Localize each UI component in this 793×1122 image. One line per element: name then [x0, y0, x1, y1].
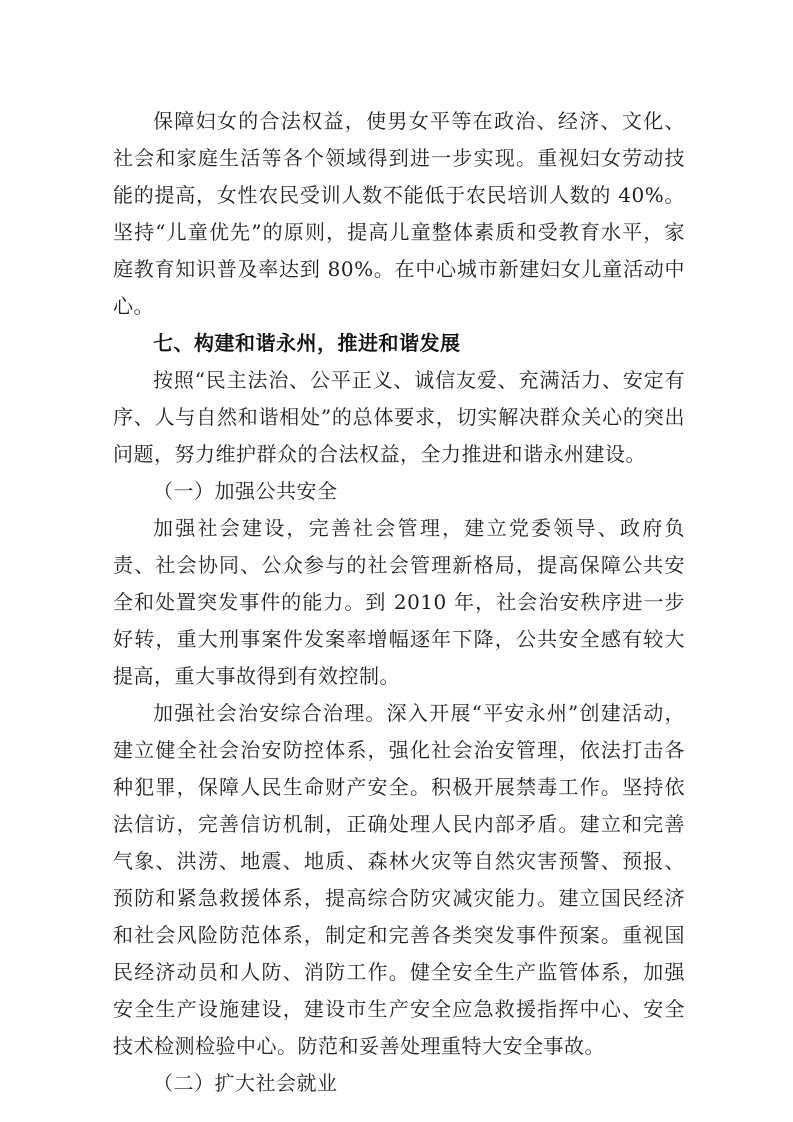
- paragraph-public-order-comprehensive-governance: 加强社会治安综合治理。深入开展“平安永州”创建活动，建立健全社会治安防控体系，强化社会治安管理，依法打击各种犯罪，保障人民生命财产安全。积极开展禁毒工作。坚持依法信访，完善信访机制，正确处理人民内部矛盾。建立和完善气象、洪涝、地震、地质、森林火灾等自然灾害预警、预报、预防和紧急救援体系，提高综合防灾减灾能力。建立国民经济和社会风险防范体系，制定和完善各类突发事件预案。重视国民经济动员和人防、消防工作。健全安全生产监管体系，加强安全生产设施建设，建设市生产安全应急救援指挥中心、安全技术检测检验中心。防范和妥善处理重特大安全事故。: [113, 701, 685, 1058]
- section-heading-harmonious-yongzhou: 七、构建和谐永州，推进和谐发展: [153, 331, 461, 355]
- paragraph-women-children-rights: 保障妇女的合法权益，使男女平等在政治、经济、文化、社会和家庭生活等各个领域得到进一步实现。重视妇女劳动技能的提高，女性农民受训人数不能低于农民培训人数的 40%。坚持“儿童优先”的原则，提高儿童整体素质和受教育水平，家庭教育知识普及率达到 80%。在中心城市新建妇女儿童活动中心。: [113, 109, 685, 318]
- paragraph-overall-requirements: 按照“民主法治、公平正义、诚信友爱、充满活力、安定有序、人与自然和谐相处”的总体要求，切实解决群众关心的突出问题，努力维护群众的合法权益，全力推进和谐永州建设。: [113, 368, 685, 466]
- subsection-heading-expand-employment: （二）扩大社会就业: [153, 1071, 338, 1095]
- paragraph-social-management: 加强社会建设，完善社会管理，建立党委领导、政府负责、社会协同、公众参与的社会管理新格局，提高保障公共安全和处置突发事件的能力。到 2010 年，社会治安秩序进一步好转，重大刑事案件发案率增幅逐年下降，公共安全感有较大提高，重大事故得到有效控制。: [113, 516, 685, 688]
- subsection-heading-public-safety: （一）加强公共安全: [153, 479, 338, 503]
- document-content: [113, 103, 685, 1102]
